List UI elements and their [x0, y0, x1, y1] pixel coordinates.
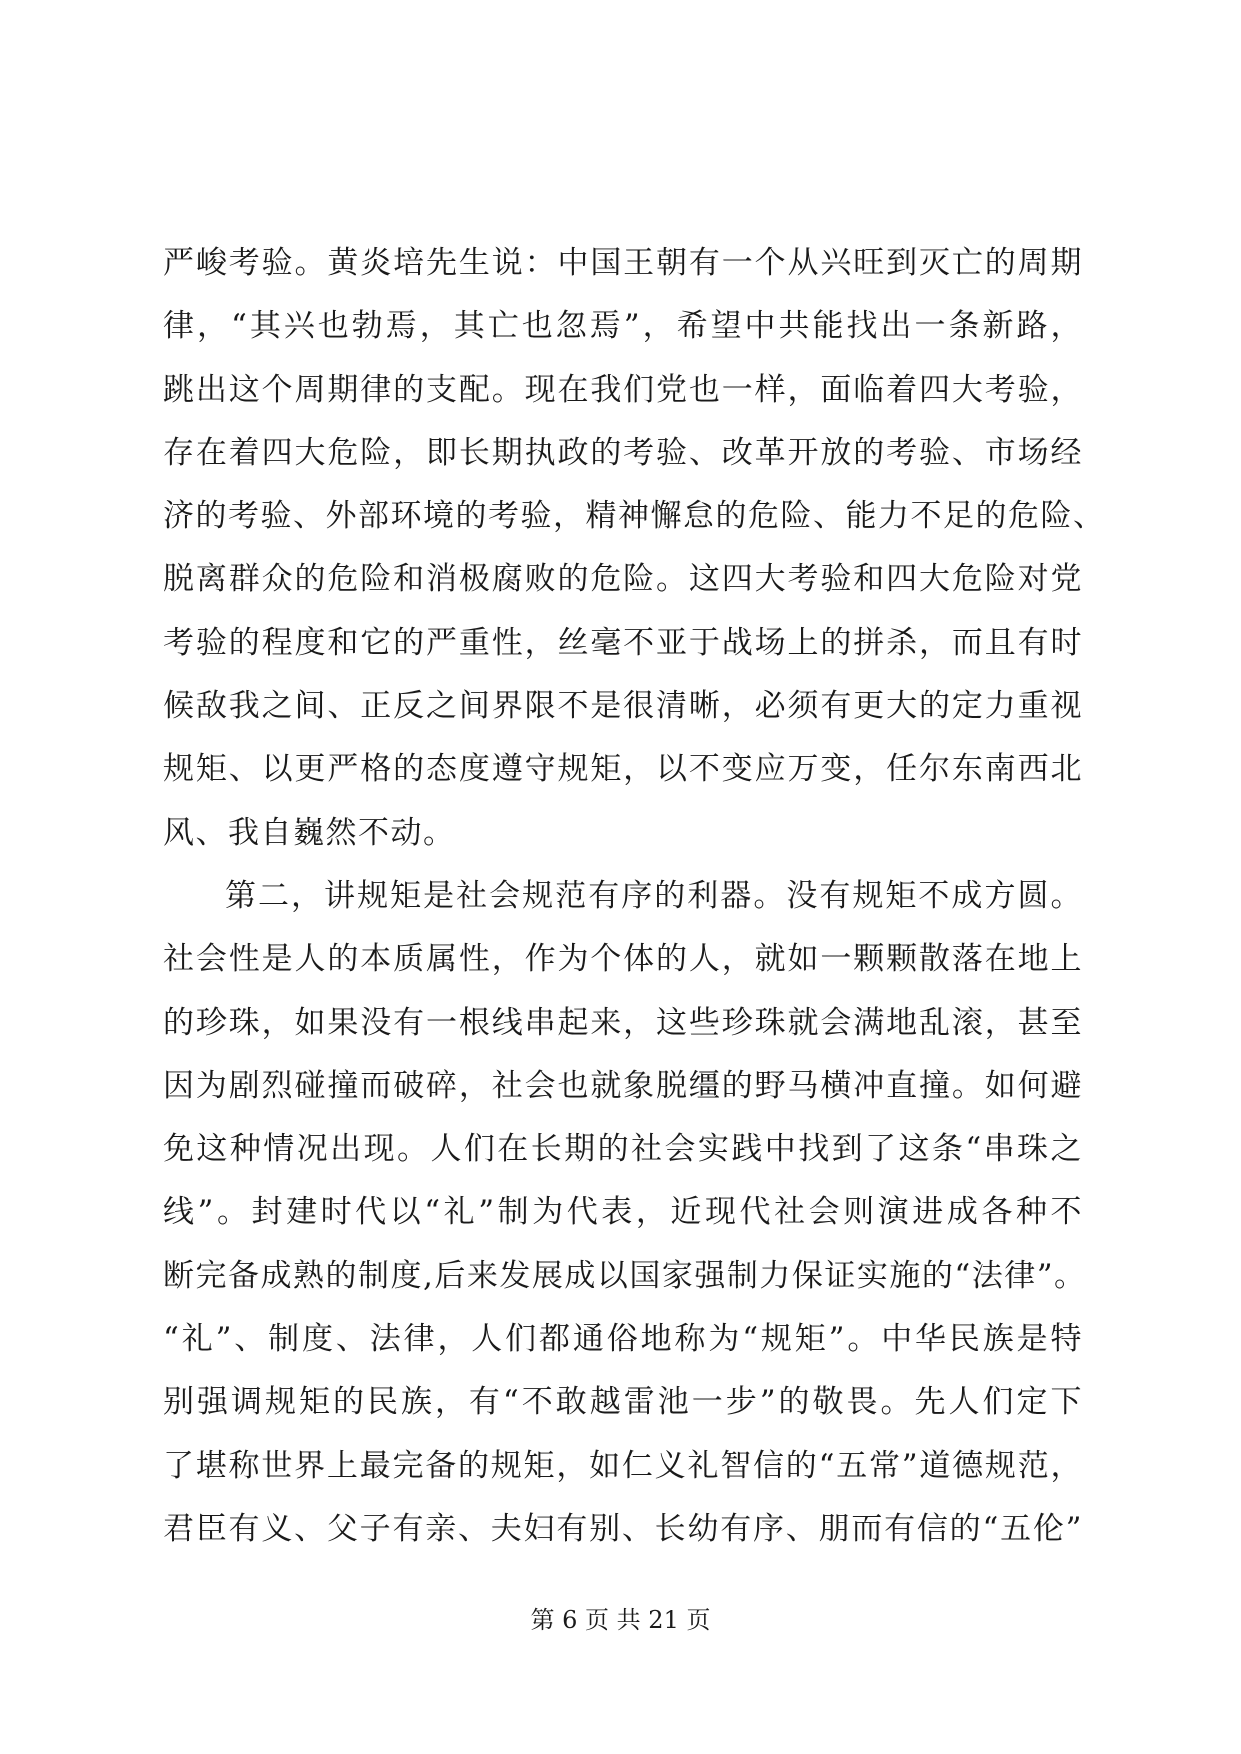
text-line: 脱离群众的危险和消极腐败的危险。这四大考验和四大危险对党 [163, 561, 1083, 598]
paragraph-2 [163, 865, 1087, 1561]
body-text [163, 232, 1106, 1561]
text-line: 线”。封建时代以“礼”制为代表，近现代社会则演进成各种不 [163, 1194, 1083, 1231]
text-line: 考验的程度和它的严重性，丝毫不亚于战场上的拼杀，而且有时 [163, 624, 1083, 661]
text-line: 断完备成熟的制度,后来发展成以国家强制力保证实施的“法律”。 [163, 1257, 1087, 1294]
text-line: 候敌我之间、正反之间界限不是很清晰，必须有更大的定力重视 [163, 688, 1083, 725]
text-line: 严峻考验。黄炎培先生说：中国王朝有一个从兴旺到灭亡的周期 [163, 245, 1083, 281]
text-line: 存在着四大危险，即长期执政的考验、改革开放的考验、市场经 [163, 434, 1083, 471]
text-line: 第二，讲规矩是社会规范有序的利器。没有规矩不成方圆。 [225, 877, 1083, 914]
text-line: 了堪称世界上最完备的规矩，如仁义礼智信的“五常”道德规范， [163, 1447, 1083, 1484]
paragraph-1 [163, 232, 1106, 865]
text-line: 别强调规矩的民族，有“不敢越雷池一步”的敬畏。先人们定下 [163, 1384, 1083, 1421]
text-line: 因为剧烈碰撞而破碎，社会也就象脱缰的野马横冲直撞。如何避 [163, 1067, 1083, 1104]
text-line: 律，“其兴也勃焉，其亡也忽焉”，希望中共能找出一条新路， [163, 308, 1083, 345]
text-line: 免这种情况出现。人们在长期的社会实践中找到了这条“串珠之 [163, 1131, 1083, 1168]
text-line: 跳出这个周期律的支配。现在我们党也一样，面临着四大考验， [163, 371, 1083, 408]
text-line: 济的考验、外部环境的考验，精神懈怠的危险、能力不足的危险、 [163, 498, 1106, 535]
text-line: 风、我自巍然不动。 [163, 814, 456, 851]
text-line: 社会性是人的本质属性，作为个体的人，就如一颗颗散落在地上 [163, 941, 1083, 978]
text-line: 的珍珠，如果没有一根线串起来，这些珍珠就会满地乱滚，甚至 [163, 1004, 1083, 1041]
text-line: 规矩、以更严格的态度遵守规矩，以不变应万变，任尔东南西北 [163, 751, 1083, 788]
text-line: 君臣有义、父子有亲、夫妇有别、长幼有序、朋而有信的“五伦” [163, 1510, 1083, 1547]
text-line: “礼”、制度、法律，人们都通俗地称为“规矩”。中华民族是特 [163, 1321, 1083, 1358]
page-number-footer: 第 6 页 共 21 页 [530, 1606, 711, 1634]
